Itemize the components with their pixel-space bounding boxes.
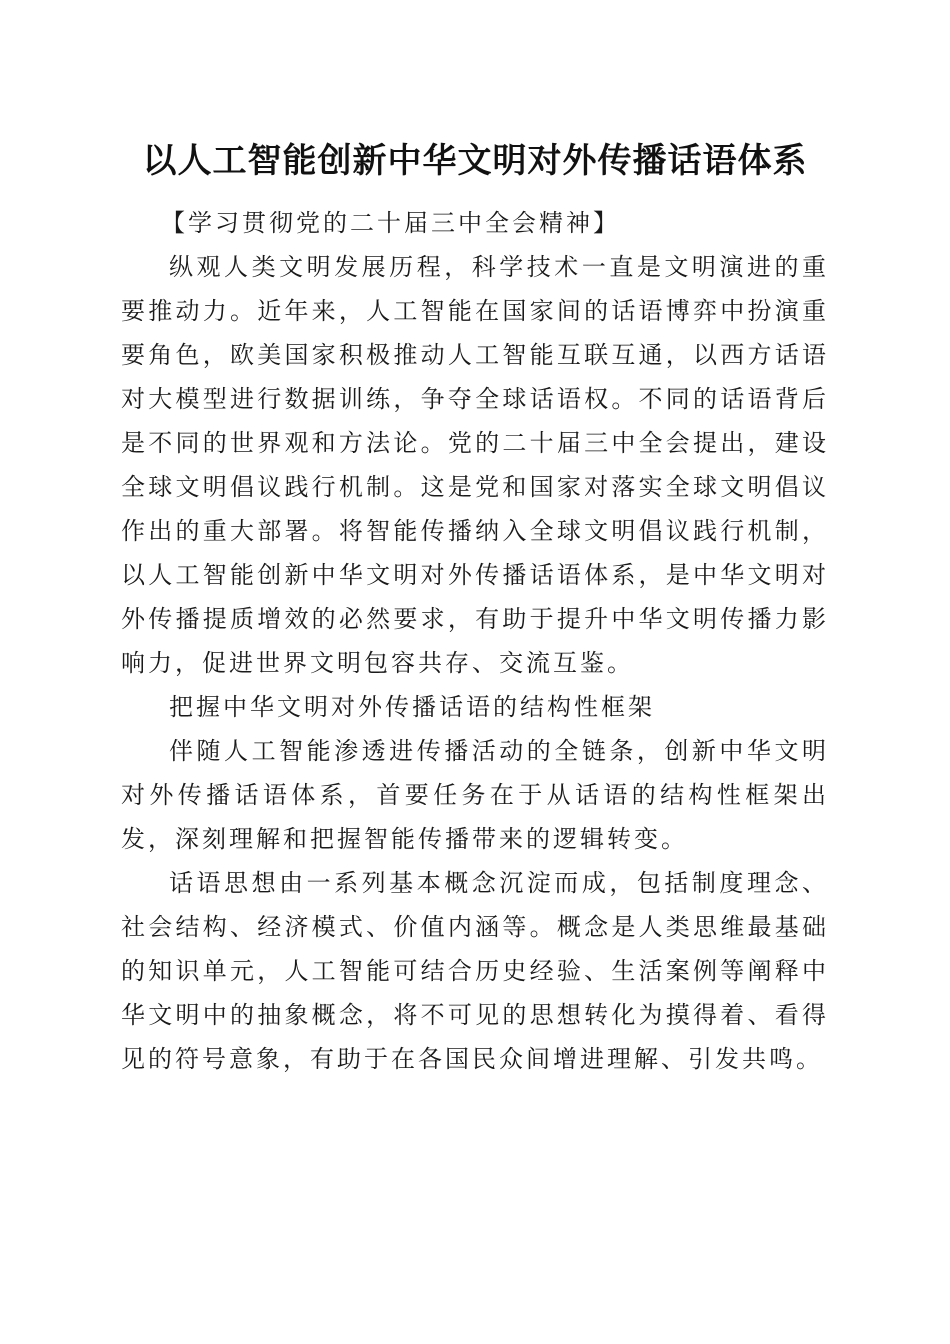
column-tag: 【学习贯彻党的二十届三中全会精神】 (161, 209, 620, 237)
document-body (121, 201, 829, 1081)
document-title: 以人工智能创新中华文明对外传播话语体系 (142, 141, 808, 181)
body-paragraph-intro: 纵观人类文明发展历程，科学技术一直是文明演进的重要推动力。近年来，人工智能在国家间的话语博弈中扮演重要角色，欧美国家积极推动人工智能互联互通，以西方话语对大模型进行数据训练，争夺全球话语权。不同的话语背后是不同的世界观和方法论。党的二十届三中全会提出，建设全球文明倡议践行机制。这是党和国家对落实全球文明倡议作出的重大部署。将智能传播纳入全球文明倡议践行机制，以人工智能创新中华文明对外传播话语体系，是中华文明对外传播提质增效的必然要求，有助于提升中华文明传播力影响力，促进世界文明包容共存、交流互鉴。 (121, 253, 829, 677)
section-heading: 把握中华文明对外传播话语的结构性框架 (169, 693, 655, 721)
body-paragraph-section-2: 话语思想由一系列基本概念沉淀而成，包括制度理念、社会结构、经济模式、价值内涵等。概念是人类思维最基础的知识单元，人工智能可结合历史经验、生活案例等阐释中华文明中的抽象概念，将不可见的思想转化为摸得着、看得见的符号意象，有助于在各国民众间增进理解、引发共鸣。 (121, 869, 829, 1073)
body-paragraph-section-1: 伴随人工智能渗透进传播活动的全链条，创新中华文明对外传播话语体系，首要任务在于从话语的结构性框架出发，深刻理解和把握智能传播带来的逻辑转变。 (121, 737, 829, 853)
